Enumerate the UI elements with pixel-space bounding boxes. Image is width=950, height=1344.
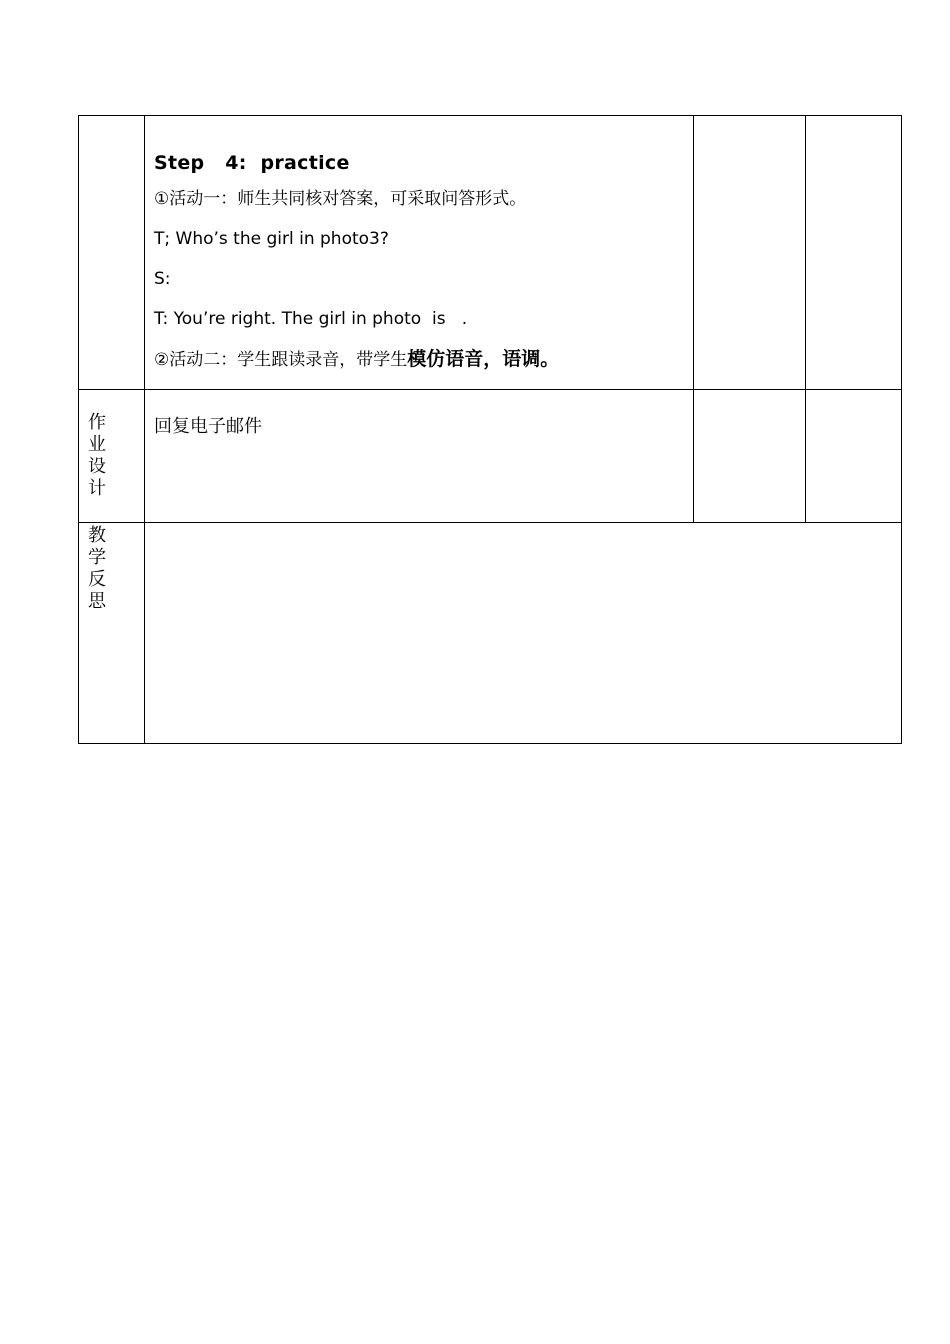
reflection-label-cell [79, 523, 145, 744]
practice-row [79, 116, 902, 390]
reflection-label: 教学反思 [88, 525, 106, 612]
activity-one-text: ①活动一：师生共同核对答案，可采取问答形式。 [154, 189, 527, 209]
homework-extra-cell-2 [806, 390, 902, 523]
homework-content: 回复电子邮件 [154, 416, 262, 437]
homework-content-cell [145, 390, 694, 523]
homework-label: 作业设计 [88, 412, 106, 499]
lesson-plan-table [78, 115, 902, 744]
homework-extra-cell-1 [694, 390, 806, 523]
practice-content-cell [145, 116, 694, 390]
teacher-question-text: T; Who’s the girl in photo3? [154, 229, 389, 249]
step-title: Step 4: practice [154, 152, 350, 174]
practice-extra-cell-1 [694, 116, 806, 390]
reflection-content-cell [145, 523, 902, 744]
activity-two-prefix: ②活动二：学生跟读录音，带学生 [154, 350, 408, 370]
homework-label-cell [79, 390, 145, 523]
activity-two-text [154, 348, 693, 371]
reflection-row [79, 523, 902, 744]
activity-two-emphasis: 模仿语音，语调。 [407, 348, 560, 370]
student-reply-text: S: [154, 269, 171, 289]
practice-label-cell [79, 116, 145, 390]
teacher-confirm-text: T: You’re right. The girl in photo is . [154, 309, 468, 329]
practice-extra-cell-2 [806, 116, 902, 390]
homework-row [79, 390, 902, 523]
